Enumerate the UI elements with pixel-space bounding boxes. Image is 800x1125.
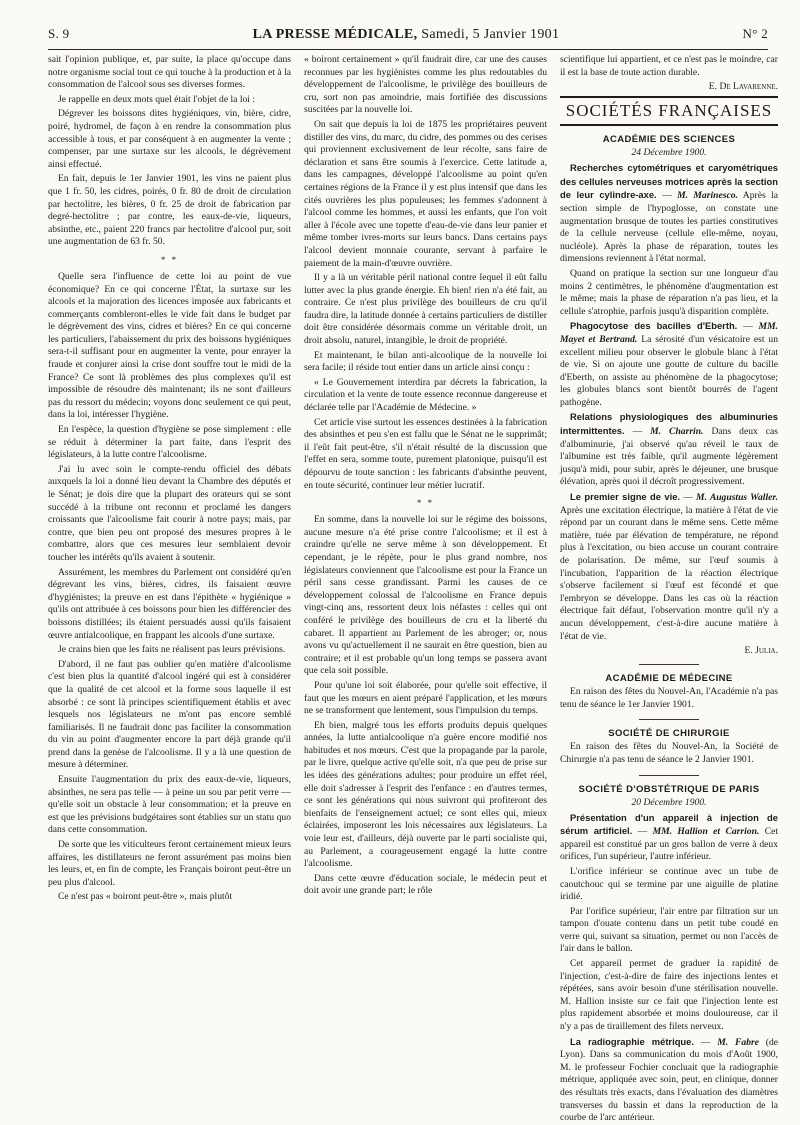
paragraph: Ce n'est pas « boiront peut-être », mais plutôt <box>58 891 233 903</box>
report-body: Cet appareil est constitué par un gros ballon de verre à deux orifices, l'un supérieur, l'autre inférieur. <box>560 826 779 863</box>
report-heading: Recherches cytométriques et caryométriques des cellules nerveuses motrices après la section de leur cylindre-axe. <box>560 162 778 201</box>
divider <box>639 719 699 720</box>
report-body: Après une excitation électrique, la matière à l'état de vie répond par un courant dans le même sens. Cette même matière, tuée par élévation de température, ne répond plus à l'excitation, ou bien accuse un courant contraire de polarisation. De même, sur l'œuf soumis à l'incubation, l'apparition de la réaction électrique s'observe facilement si l'œuf est fécondé et que l'embryon se développe. Dans les cas où la réaction électrique fait défaut, l'observation montre qu'il n'y a aucun développement, c'est-à-dire aucune matière à l'état de vie. <box>560 504 778 642</box>
header-rule <box>48 49 768 50</box>
report-author: MM. Mayet et Bertrand. <box>560 321 779 345</box>
paragraph: Eh bien, malgré tous les efforts produits depuis quelques années, la lutte antialcoolique n'a guère encore modifié nos habitudes et nos mœurs. C'est que la propagande par la parole, par le livre, quelque active qu'elle soit, n'a que peu de prise sur les idées des générations adultes; pour produire un effet réel, elle doit s'adresser à l'esprit des l'enfance : en d'autres termes, ce sont les générations qui nous suivront qui profiteront des bienfaits de l'enseignement actuel; ce sont elles qui, mieux éclairées, imposeront les lois nécessaires aux législateurs. La voie leur est, d'ailleurs, déjà ouverte par le parti socialiste qui, au Parlement, a courageusement engagé la lutte contre l'alcoolisme. <box>304 719 547 870</box>
report-heading: Présentation d'un appareil à injection de sérum artificiel. <box>560 811 778 837</box>
report-body: Cet appareil permet de graduer la rapidité de l'injection, c'est-à-dire de faire des injections lentes et répétées, sans avoir besoin d'une stérilisation nouvelle. M. Hallion insiste sur ce fait que l'injection lente est plus rapidement absorbée et moins douloureuse, car il n'y a pas de tiraillement des filets nerveux. <box>560 958 778 1033</box>
society-title: SOCIÉTÉ DE CHIRURGIE <box>608 728 730 740</box>
paragraph: J'ai lu avec soin le compte-rendu officiel des débats auxquels la loi a donné lieu devant la Chambre des députés et le Sénat; je dois dire que la plupart des orateurs qui se sont succédé à la tribune ont reconnu et proclamé les dangers croissants que l'alcoolisme fait courir à notre pays; mais, par contre, que bien peu ont proposé des mesures propres à le combattre, alors que ces mesures leur semblaient devoir toucher les intérêts qu'ils avaient à soutenir. <box>48 463 291 563</box>
report-paragraph: Recherches cytométriques et caryométriques des cellules nerveuses motrices après la section de leur cylindre-axe. — M. Marinesco. Après la section simple de l'hypoglosse, on constate une augmentation brusque de toutes les parties constitutives de la cellule nerveuse (cellule elle-même, noyau, nucléole). Après la phase de réparation, toutes les dimensions reviennent à l'état normal. <box>560 162 779 265</box>
column-2 <box>304 54 547 1114</box>
paragraph: En raison des fêtes du Nouvel-An, l'Académie n'a pas tenu de séance le 1er Janvier 1901. <box>560 686 778 710</box>
paragraph: Ensuite l'augmentation du prix des eaux-de-vie, liqueurs, absinthes, ne sera pas telle — à peine un sou par petit verre — qu'elle soit un obstacle à leur consommation; et la preuve en est que les prévisions budgétaires sont établies sur un statu quo dans cette consommation. <box>48 774 291 836</box>
society-title: SOCIÉTÉ D'OBSTÉTRIQUE DE PARIS <box>578 783 760 795</box>
paragraph: « boiront certainement » qu'il faudrait dire, car une des causes reconnues par les hygiénistes comme les plus redoutables du développement de l'alcoolisme, le privilège des bouilleurs de cru, sort non pas amoindrie, mais fortifiée des discussions suscitées par la nouvelle loi. <box>304 54 547 116</box>
report-paragraph <box>560 268 778 318</box>
journal-title: LA PRESSE MÉDICALE, Samedi, 5 Janvier 1901 <box>252 27 560 42</box>
report-paragraph: Le premier signe de vie. — M. Augustus Waller. Après une excitation électrique, la matière à l'état de vie répond par un courant dans le même sens. Cette même matière, tuée par élévation de température, ne répond plus à l'excitation, ou bien accuse un courant contraire de polarisation. De même, sur l'œuf soumis à l'incubation, l'apparition de la réaction électrique s'observe facilement si l'œuf est fécondé et que l'embryon se développe. Dans les cas où la réaction électrique fait défaut, l'observation montre qu'il n'y a aucun développement, c'est-à-dire aucune matière à l'état de vie. <box>560 491 778 642</box>
page-header <box>48 26 768 43</box>
author-signature: E. Julia. <box>744 645 778 657</box>
column-1 <box>48 54 291 1114</box>
divider <box>639 775 699 776</box>
paragraph: Je rappelle en deux mots quel était l'objet de la loi : <box>58 93 256 105</box>
paragraph: En fait, depuis le 1er Janvier 1901, les vins ne paient plus que 1 fr. 50, les cidres, poirés, 0 fr. 80 de droit de circulation par hectolitre, les bières, 0 fr. 25 de droit de fabrication par degré-hectolitre ; par contre, les eaux-de-vie, liqueurs, absinthe, etc., paient 220 francs par hectolitre d'alcool pur, soit une augmentation de 63 fr. 50. <box>48 173 291 248</box>
section-title: SOCIÉTÉS FRANÇAISES <box>560 96 778 126</box>
report-body: L'orifice inférieur se continue avec un tube de caoutchouc qui se termine par une aiguille de platine iridié. <box>560 865 778 903</box>
column-3 <box>560 54 779 1124</box>
report-paragraph: La radiographie métrique. — M. Fabre (de Lyon). Dans sa communication du mois d'Août 1900, M. le professeur Fochier concluait que la radiographie métrique, appliquée avec soin, peut, en clinique, donner des résultats très exacts, dans l'évaluation des diamètres transverses du bassin et dans la reproduction de la courbe de l'arc antérieur. <box>560 1035 779 1124</box>
report-author: M. Marinesco. <box>677 190 738 202</box>
society-title: ACADÉMIE DE MÉDECINE <box>605 673 733 685</box>
paragraph: « Le Gouvernement interdira par décrets la fabrication, la circulation et la vente de toute essence reconnue dangereuse et déclarée telle par l'Académie de Médecine. » <box>304 376 547 414</box>
report-heading: Phagocytose des bacilles d'Eberth. <box>570 320 738 332</box>
issue-number: N° 2 <box>742 26 768 41</box>
society-title: ACADÉMIE DES SCIENCES <box>602 134 736 146</box>
report-paragraph <box>560 906 778 956</box>
report-paragraph: Présentation d'un appareil à injection de sérum artificiel. — MM. Hallion et Carrion. Cet appareil est constitué par un gros ballon de verre à deux orifices, l'un supérieur, l'autre inférieur. <box>560 811 779 863</box>
report-body: (de Lyon). Dans sa communication du mois d'Août 1900, M. le professeur Fochier concluait que la radiographie métrique, appliquée avec soin, peut, en clinique, donner des résultats très exacts, dans l'évaluation des diamètres transverses du bassin et dans la reproduction de la courbe de l'arc antérieur. <box>560 1036 779 1124</box>
report-paragraph: Phagocytose des bacilles d'Eberth. — MM. Mayet et Bertrand. La sérosité d'un vésicatoire est un excellent milieu pour observer le globule blanc à l'état de vie. Si on ajoute une goutte de culture du bacille d'Eberth, on assiste au phénomène de la phagocytose; les globules blancs sont bientôt bourrés de l'agent pathogène. <box>560 320 779 408</box>
obstetrique-items <box>560 812 778 1125</box>
report-body: Après la section simple de l'hypoglosse, on constate une augmentation brusque de toutes les parties constitutives de la cellule nerveuse (cellule elle-même, noyau, nucléole). Après la phase de réparation, toutes les dimensions reviennent à l'état normal. <box>560 190 779 265</box>
report-author: M. Augustus Waller. <box>696 492 778 504</box>
paragraph: Quelle sera l'influence de cette loi au point de vue économique? En ce qui concerne l'État, la surtaxe sur les alcools et la majoration des licences imposée aux fabricants et commerçants combleront-elles le vide fait dans le budget par le dégrèvement des vins, cidres et bières? En ce qui concerne les particuliers, l'abaissement du prix des boissons hygiéniques sera-t-il suffisant pour en augmenter la vente, pour enrayer la fraude et conjurer ainsi la crise dont souffre tout le midi de la France? Ce sont là problèmes des plus complexes qu'il est impossible de résoudre dès maintenant; ils ne sont d'ailleurs pas du ressort du médecin; voyons donc seulement ce qui peut, dans la loi, intéresser l'hygiène. <box>48 270 291 421</box>
paragraph: De sorte que les viticulteurs feront certainement mieux leurs affaires, les distillateurs ne feront assurément pas moins bien les leurs, et, en fin de compte, les Français boiront peut-être un peu plus d'alcool. <box>48 839 291 888</box>
paragraph: On sait que depuis la loi de 1875 les propriétaires peuvent distiller des vins, du marc, du cidre, des pommes ou des cerises qui proviennent exclusivement de leur récolte, sans faire de déclaration et sans être soumis à l'exercice. Cette latitude a, dans les campagnes, développé l'alcoolisme au point qu'en certaines régions de la France il y est plus intensif que dans les cités ouvrières les plus populeuses; les femmes s'adonnent à l'alcool comme les hommes, et aussi les enfants, que l'on voit aller à l'école avec une topette d'eau-de-vie dans leur panier et même tomber ivres-morts sur leurs bancs. Dans certains pays l'alcool devient monnaie courante, servant à parfaire le paiement de la main-d'œuvre ouvrière. <box>304 118 547 269</box>
report-body: La sérosité d'un vésicatoire est un excellent milieu pour observer le globule blanc à l'état de vie. Si on ajoute une goutte de culture du bacille d'Eberth, on assiste au phénomène de la phagocytose; les globules blancs sont bientôt bourrés de l'agent pathogène. <box>560 333 778 408</box>
page-number: S. 9 <box>48 26 70 41</box>
text-columns <box>48 54 779 1124</box>
paragraph: D'abord, il ne faut pas oublier qu'en matière d'alcoolisme c'est bien plus la quantité d'alcool ingéré qui est à considérer que la qualité de cet alcool et la forme sous laquelle il est absorbé : ce sont là principes scientifiquement établis et avec lesquels nos législateurs ne m'ont pas encore semblé familiarisés. Il ne faudrait donc pas faciliter la consommation du vin au point d'augmenter encore la part déjà grande qu'il prend dans la genèse de l'alcoolisme. Il y a là une question de mesure à déterminer. <box>48 658 291 771</box>
report-paragraph: Relations physiologiques des albuminuries intermittentes. — M. Charrin. Dans deux cas d'albuminurie, j'ai observé qu'au réveil le taux de l'albumine est très faible, qu'il augmente légèrement jusqu'à midi, pour subir, après le déjeuner, une brusque élévation, après quoi il décroît progressivement. <box>560 411 779 488</box>
report-author: M. Fabre <box>717 1036 759 1048</box>
paragraph: En l'espèce, la question d'hygiène se pose simplement : elle se réduit à déterminer la part faite, dans l'esprit des législateurs, à la lutte contre l'alcoolisme. <box>48 424 291 461</box>
paragraph: sait l'opinion publique, et, par suite, la place qu'occupe dans notre organisme social tout ce qui touche à la production et à la consommation de l'alcool sous ses diverses formes. <box>48 54 291 91</box>
paragraph: Dans cette œuvre d'éducation sociale, le médecin peut et doit avoir une grande part; le rôle <box>304 872 547 897</box>
paragraph: En raison des fêtes du Nouvel-An, la Société de Chirurgie n'a pas tenu de séance le 2 Janvier 1901. <box>560 741 778 765</box>
report-body: Quand on pratique la section sur une longueur d'au moins 2 centimètres, le phénomène d'augmentation est le même; mais la phase de réparation n'a pas lieu, et la cellule s'atrophie, parfois jusqu'à disparition complète. <box>560 267 778 317</box>
paragraph: En somme, dans la nouvelle loi sur le régime des boissons, aucune mesure n'a été prise contre l'alcoolisme; et il est à craindre qu'elle ne serve même à son développement. Et cependant, je le répète, pour le plus grand nombre, nos législateurs conviennent que l'alcoolisme est pour la France un péril sans cesse grandissant. Parmi les causes de ce développement colossal de l'alcoolisme en France depuis vingt-cinq ans, ressortent deux lois néfastes : celles qui ont conféré le privilège des bouilleurs de cru et la liberté du cabaret. Il appartient au Parlement de les abroger; or, nous avons vu qu'actuellement il ne saurait en être question, bien au contraire; et il est probable qu'un long temps se passera avant que cela soit possible. <box>304 514 547 677</box>
section-stars: * * <box>416 498 435 509</box>
report-heading: La radiographie métrique. <box>570 1035 694 1047</box>
report-heading: Relations physiologiques des albuminuries intermittentes. <box>560 411 778 437</box>
report-paragraph <box>560 958 778 1034</box>
report-paragraph <box>560 866 778 904</box>
report-heading: Le premier signe de vie. <box>570 491 681 503</box>
issue-date: Samedi, 5 Janvier 1901 <box>421 27 560 42</box>
paragraph: Dégrever les boissons dites hygiéniques, vin, bière, cidre, poiré, hydromel, de façon à en rendre la consommation plus accessible à tous, et par conséquent à en augmenter la vente ; compenser, par une surtaxe sur les alcools, le dégrèvement ainsi effectué. <box>48 108 291 170</box>
author-signature: E. De Lavarenne. <box>708 81 778 93</box>
paragraph: Je crains bien que les faits ne réalisent pas leurs prévisions. <box>58 644 286 656</box>
report-body: Par l'orifice supérieur, l'air entre par filtration sur un tampon d'ouate contenu dans un petit tube coudé en verre qui, suivant sa situation, permet ou non l'accès de l'air dans le ballon. <box>560 905 778 955</box>
report-author: M. Charrin. <box>650 426 704 438</box>
paragraph: Assurément, les membres du Parlement ont considéré qu'en dégrevant les vins, bières, cidres, ils faisaient œuvre d'hygiénistes; la preuve en est dans l'épithète « hygiénique » qu'ils ont attribuée à ces boissons pour bien les différencier des boissons distillées; ils étaient persuadés aussi qu'ils faisaient œuvre antialcoolique, en frappant les alcools d'une surtaxe. <box>48 566 291 641</box>
paragraph: Cet article vise surtout les essences destinées à la fabrication des absinthes et peu s'en est fallu que le Sénat ne le supprimât; il l'eût fait peut-être, s'il n'était résulté de la discussion que l'effet en sera, somme toute, purement platonique, puisqu'il est dépourvu de toute sanction : les fabricants d'absinthe peuvent, en toute sécurité, continuer leur métier lucratif. <box>304 416 547 491</box>
society-date: 24 Décembre 1900. <box>631 147 707 159</box>
paragraph: Il y a là un véritable péril national contre lequel il eût fallu lutter avec la plus grande énergie. Eh bien! rien n'a été fait, au contraire. Ce n'est plus privilège des bouilleurs de cru qu'il faudra dire, la latitude donnée à certains particuliers de distiller doit être considérée désormais comme un véritable droit, un droit absolu, naturel, intangible, le droit de propriété. <box>304 272 547 347</box>
society-date: 20 Décembre 1900. <box>631 796 707 808</box>
paragraph: Pour qu'une loi soit élaborée, pour qu'elle soit effective, il faut que les mœurs en aient préparé l'application, et les mœurs ne se transforment que lentement, sous l'impulsion du temps. <box>304 679 547 717</box>
report-body: Dans deux cas d'albuminurie, j'ai observé qu'au réveil le taux de l'albumine est très faible, qu'il augmente légèrement jusqu'à midi, pour subir, après le déjeuner, une brusque élévation, après quoi il décroît progressivement. <box>560 426 779 488</box>
academie-sciences-items <box>560 162 778 643</box>
report-author: MM. Hallion et Carrion. <box>652 826 760 838</box>
paragraph: scientifique lui appartient, et ce n'est pas le moindre, car il est la base de toute action durable. <box>560 54 778 78</box>
section-stars: * * <box>160 254 179 265</box>
paragraph: Et maintenant, le bilan anti-alcoolique de la nouvelle loi sera facile; il réside tout entier dans un article ainsi conçu : <box>304 349 547 374</box>
divider <box>639 664 699 665</box>
